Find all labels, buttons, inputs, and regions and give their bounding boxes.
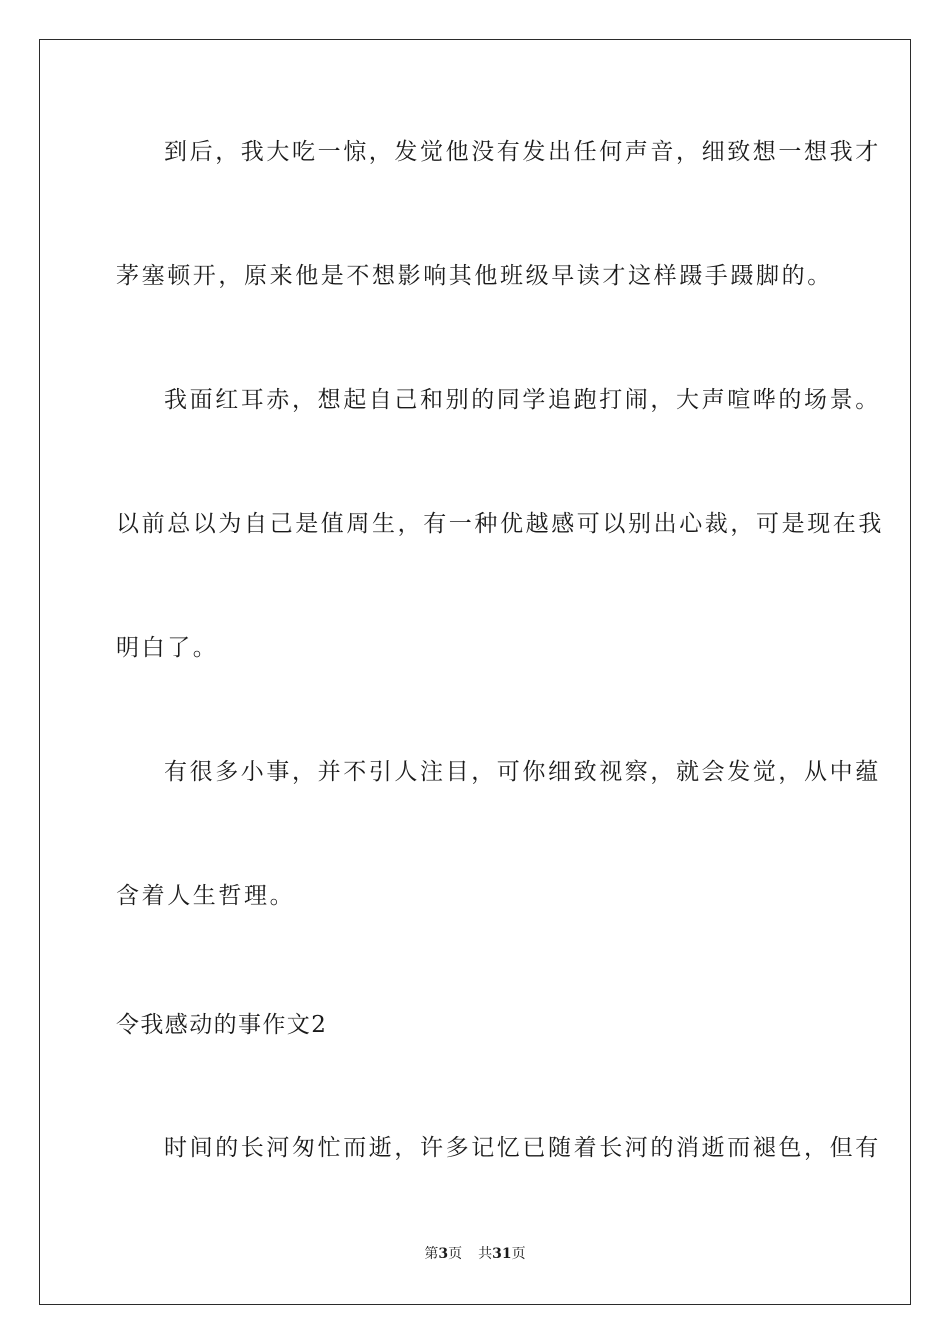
total-label-prefix: 共 <box>478 1246 493 1262</box>
paragraph-line: 明白了。 <box>116 635 219 661</box>
current-page-number: 3 <box>438 1246 449 1262</box>
page-label-prefix: 第 <box>424 1246 439 1262</box>
page-border <box>39 39 911 1305</box>
paragraph-line: 时间的长河匆忙而逝，许多记忆已随着长河的消逝而褪色，但有 <box>164 1135 881 1161</box>
page-footer <box>0 1244 950 1264</box>
paragraph-line: 以前总以为自己是值周生，有一种优越感可以别出心裁，可是现在我 <box>116 511 884 537</box>
paragraph-line: 我面红耳赤，想起自己和别的同学追跑打闹，大声喧哗的场景。 <box>164 387 881 413</box>
section-heading: 令我感动的事作文2 <box>116 1012 328 1038</box>
paragraph-line: 到后，我大吃一惊，发觉他没有发出任何声音，细致想一想我才 <box>164 139 881 165</box>
page-label-suffix: 页 <box>448 1246 463 1262</box>
paragraph-line: 茅塞顿开，原来他是不想影响其他班级早读才这样蹑手蹑脚的。 <box>116 263 833 289</box>
total-page-count: 31 <box>492 1246 512 1262</box>
paragraph-line: 有很多小事，并不引人注目，可你细致视察，就会发觉，从中蕴 <box>164 759 881 785</box>
total-label-suffix: 页 <box>511 1246 526 1262</box>
paragraph-line: 含着人生哲理。 <box>116 883 296 909</box>
